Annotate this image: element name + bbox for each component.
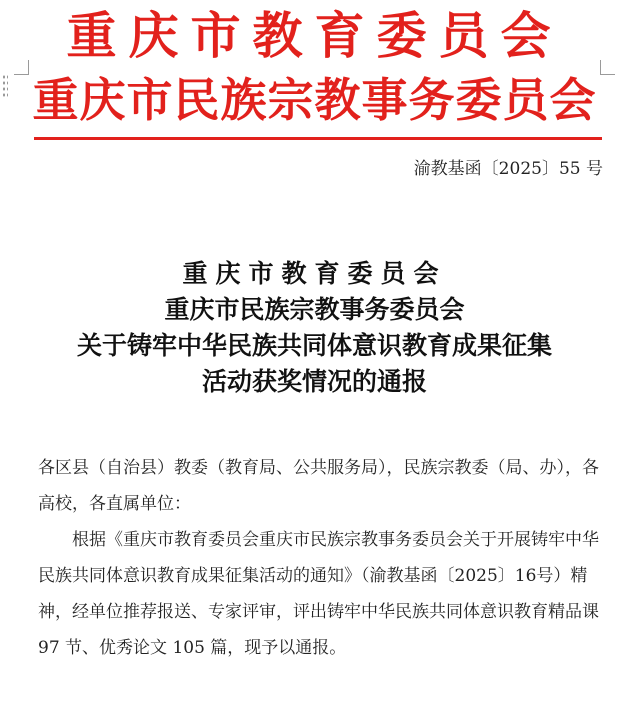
document-number: 渝教基函〔2025〕55 号 — [413, 159, 603, 179]
title-line-4: 活动获奖情况的通报 — [201, 367, 427, 396]
title-line-2: 重庆市民族宗教事务委员会 — [164, 295, 465, 324]
header-org-1: 重庆市教育委员会 — [66, 6, 563, 65]
document-body — [38, 450, 604, 666]
title-line-3: 关于铸牢中华民族共同体意识教育成果征集 — [76, 331, 552, 360]
red-divider — [34, 137, 602, 140]
title-line-1: 重庆市教育委员会 — [182, 259, 447, 288]
body-paragraph: 根据《重庆市教育委员会重庆市民族宗教事务委员会关于开展铸牢中华民族共同体意识教育成果征集活动的通知》（渝教基函〔2025〕16号）精神，经单位推荐报送、专家评审，评出铸牢中华民族共同体意识教育精品课 97 节、优秀论文 105 篇，现予以通报。 — [38, 530, 599, 658]
header-org-2: 重庆市民族宗教事务委员会 — [32, 73, 597, 127]
salutation: 各区县（自治县）教委（教育局、公共服务局），民族宗教委（局、办），各高校，各直属单位： — [38, 458, 599, 514]
